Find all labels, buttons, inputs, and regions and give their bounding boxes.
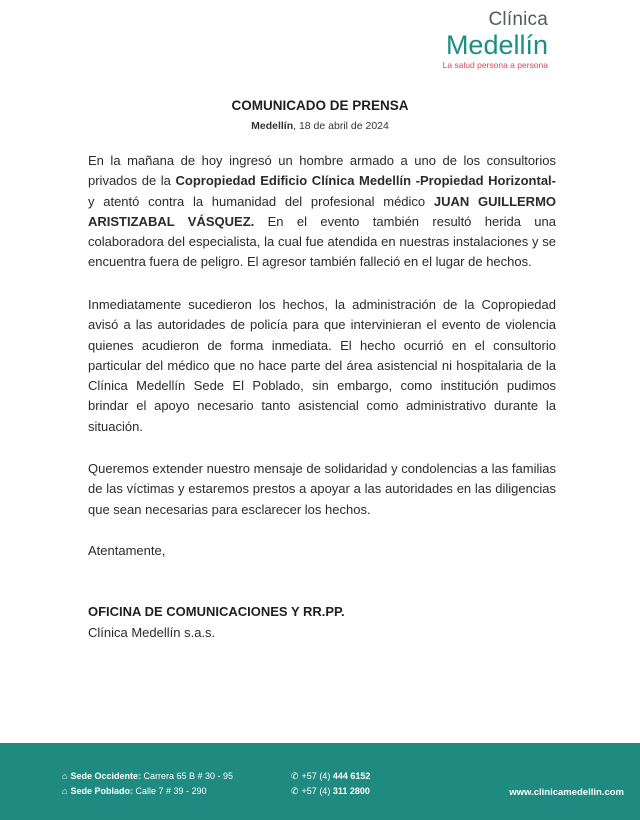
paragraph-3: Queremos extender nuestro mensaje de solidaridad y condolencias a las familias de las víctimas y estaremos prestos a apoyar a las autoridades en las diligencias que sean necesarias para esclarecer los hechos. (88, 461, 556, 517)
phone2-prefix: +57 (4) (301, 786, 333, 796)
bold-run: Copropiedad Edificio Clínica Medellín -Propiedad Horizontal- (175, 173, 556, 189)
closing-line: Atentamente, (88, 543, 166, 558)
logo-line1: Clínica (488, 9, 548, 30)
address1-label: Sede Occidente: (70, 771, 141, 781)
phone1-prefix: +57 (4) (301, 771, 333, 781)
clinic-logo (443, 10, 548, 70)
paragraph-1 (88, 151, 556, 273)
address-poblado (62, 786, 207, 796)
phone2-number: 311 2800 (332, 786, 370, 796)
phone-1 (291, 771, 370, 782)
text-run: En la mañana de hoy ingresó un hombre armado a uno de los consultorios privados de la (88, 153, 556, 189)
address2-value: Calle 7 # 39 - 290 (132, 786, 207, 796)
text-run: y atentó contra la humanidad del profesional médico (88, 193, 434, 209)
logo-line2: Medellín (445, 30, 548, 60)
home-icon: ⌂ (62, 771, 68, 781)
footer-band (0, 743, 640, 820)
home-icon: ⌂ (62, 786, 68, 796)
logo-tagline: La salud persona a persona (442, 60, 548, 70)
address-occidente (62, 771, 233, 781)
website-link[interactable]: www.clinicamedellin.com (509, 787, 624, 798)
phone1-number: 444 6152 (332, 771, 371, 781)
paragraph-2: Inmediatamente sucedieron los hechos, la administración de la Copropiedad avisó a las autoridades de policía para que intervinieran el evento de violencia quienes acudieron de forma inmediata. El hecho ocurrió en el consultorio particular del médico que no hace parte del área asistencial ni hospitalaria de la Clínica Medellín Sede El Poblado, sin embargo, como institución pudimos brindar el apoyo necesario tanto asistencial como administrativo durante la situación. (88, 297, 556, 434)
date-rest: , 18 de abril de 2024 (293, 120, 389, 132)
address2-label: Sede Poblado: (70, 786, 133, 796)
date-place: Medellín (251, 120, 294, 132)
document-title: COMUNICADO DE PRENSA (231, 98, 409, 113)
phone-2 (291, 786, 370, 797)
phone-icon: ✆ (291, 771, 299, 781)
bold-run: JUAN GUILLERMO ARISTIZABAL VÁSQUEZ. (88, 193, 557, 229)
address1-value: Carrera 65 B # 30 - 95 (140, 771, 234, 781)
text-run: En el evento también resultó herida una colaboradora del especialista, la cual fue atendida en nuestras instalaciones y se encuentra fuera de peligro. El agresor también falleció en el lugar de hechos. (88, 213, 556, 270)
phone-icon: ✆ (291, 786, 299, 796)
signature-company: Clínica Medellín s.a.s. (88, 625, 216, 640)
signature-office: OFICINA DE COMUNICACIONES Y RR.PP. (88, 604, 345, 619)
document-date (0, 120, 640, 132)
